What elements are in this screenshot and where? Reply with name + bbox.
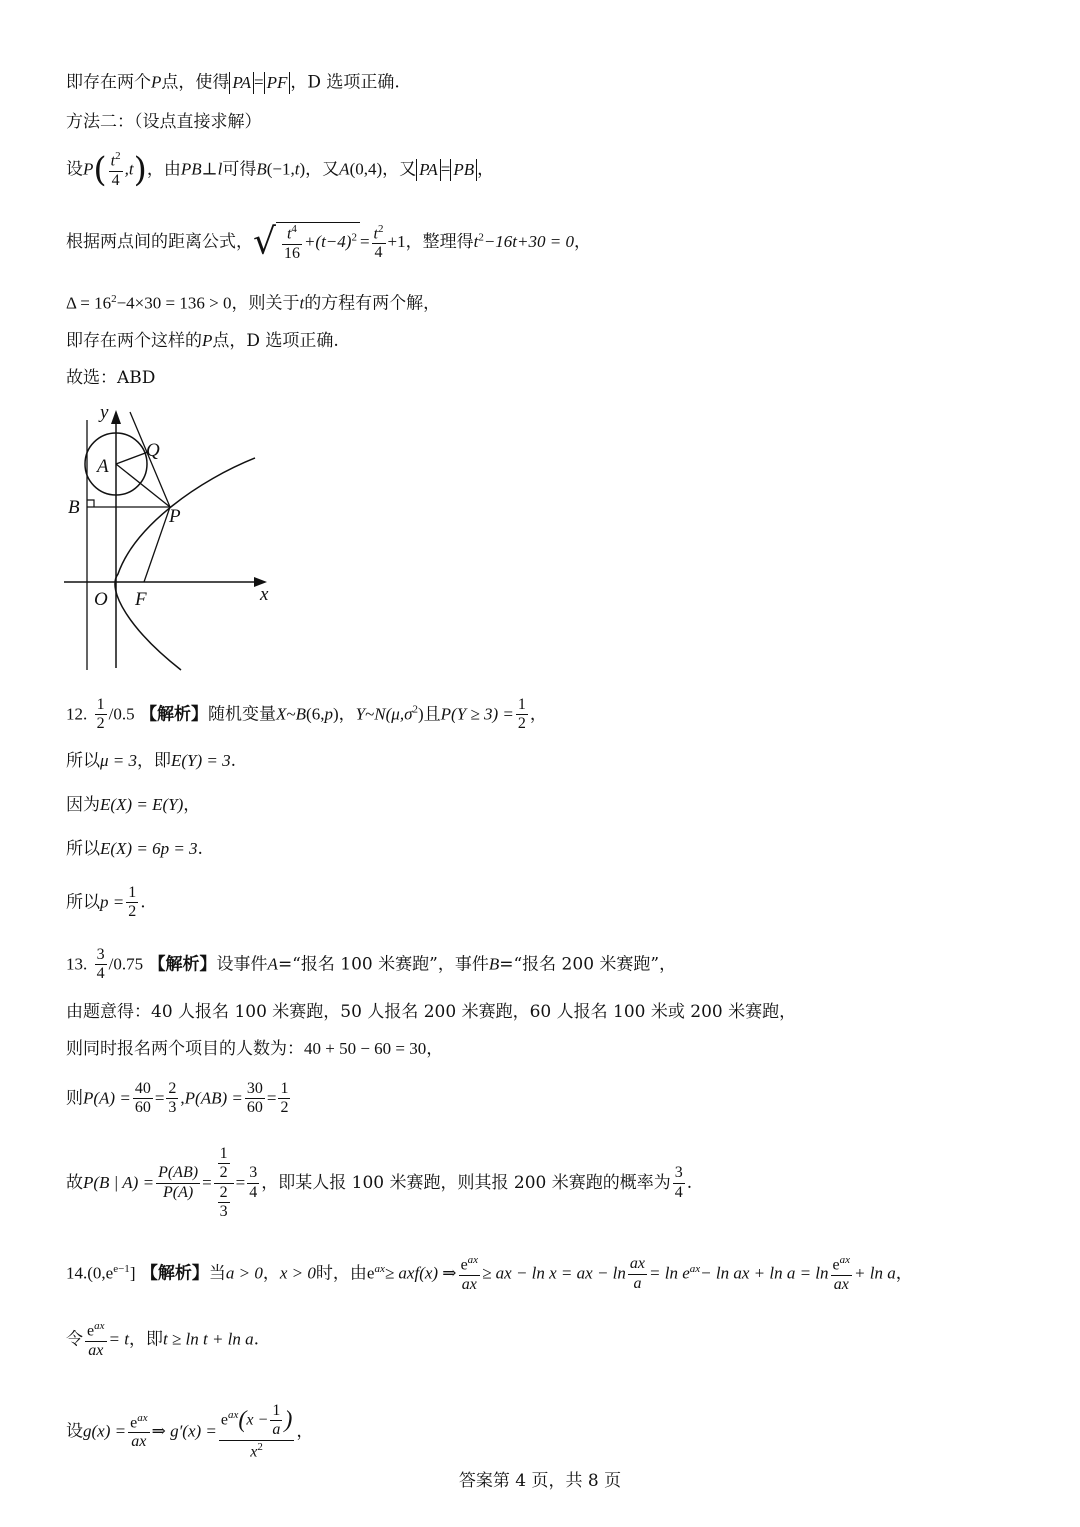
line-4: 根据两点间的距离公式，√ $\frac{t^4}{16}$ $+(t-4)^2$ = $\frac{t^2}{4}$ +1，整理得$t^2-16t+30 = 0$， [66,221,591,263]
label-x: x [260,584,269,605]
question-13-line-d: 则P(A) = $\frac{40}{60}$ = $\frac{2}{3}$ ,P(AB) = $\frac{30}{60}$ = $\frac{1}{2}$ [66,1080,289,1117]
question-13-line-b: 由题意得：40 人报名 100 米赛跑，50 人报名 200 米赛跑，60 人报名 100 米或 200 米赛跑， [66,1002,797,1022]
question-12-line-e: 所以p = $\frac{1}{2}$ . [66,884,146,921]
parabola [115,458,255,670]
line-1: 即存在两个P点，使得 PA = PF ，D 选项正确. [66,72,400,93]
line-6: 即存在两个这样的P点，D 选项正确. [66,331,339,351]
segment-ap [116,464,170,507]
question-12-line-d: 所以E(X) = 6p = 3. [66,839,203,859]
label-a: A [97,456,109,477]
line-3: 设P( $\frac{t^2}{4}$ ,t)，由PB⊥l可得B(−1,t)，又A(0,4)，又 PA = PB ， [66,150,495,191]
line-2: 方法二：（设点直接求解） [66,112,262,132]
question-12-line-c: 因为E(X) = E(Y)， [66,795,201,815]
label-o: O [94,589,108,610]
question-12-line-b: 所以μ = 3，即E(Y) = 3. [66,751,237,771]
segment-aq [116,452,148,464]
question-13: 13. $\frac{3}{4}$ /0.75 【解析】设事件A=“报名 100 米赛跑”，事件B=“报名 200 米赛跑”， [66,946,677,983]
line-7: 故选：ABD [66,368,156,388]
y-axis-arrow [111,410,121,424]
label-q: Q [146,440,160,461]
label-b: B [68,497,80,518]
label-y: y [100,402,109,423]
label-f: F [135,589,147,610]
page-footer: 答案第 4 页，共 8 页 [458,1471,622,1491]
geometry-figure [60,400,290,675]
right-angle-mark [87,500,94,507]
line-5: $\Delta = 16^2-4\times 30 = 136 > 0$，则关于t的方程有两个解， [66,293,441,314]
question-13-line-e: 故P(B | A) = $\frac{P(AB)}{P(A)}$ = $\frac{\frac{1}{2}}{\frac{2}{3}}$ = $\frac{3}{4}$ ，即某人报 100 米赛跑，则其报 200 米赛跑的概率为 $\frac{3}{4}$ . [66,1145,693,1221]
question-13-line-c: 则同时报名两个项目的人数为：40 + 50 − 60 = 30， [66,1039,444,1059]
question-14-line-b: 令 $\frac{e^{ax}}{ax}$ = t，即t ≥ ln t + ln a. [66,1320,260,1359]
label-p: P [169,506,181,527]
question-14: $14.(0,e^{e-1}]$ 【解析】当a > 0，x > 0时，由$e^{ax}\ge axf(x)$ ⇒ $\frac{e^{ax}}{ax}$ ≥ ax − ln x = ax − ln $\frac{ax}{a}$ = $\ln e^{ax}- \ln$ ax + ln a = ln $\frac{e^{ax}}{ax}$ + ln a， [66,1254,913,1293]
question-14-line-c: 设g(x) = $\frac{e^{ax}}{ax}$ ⇒ g′(x) = $e^{ax}(x$ − $\frac{1}{a}$ ) $x^2$ ， [66,1402,314,1461]
question-12: 12. $\frac{1}{2}$ /0.5 【解析】随机变量X~B(6,p)，$Y\sim N(\mu,\sigma^2)$且P(Y ≥ 3) = $\frac{1}{2}$ ， [66,696,547,733]
